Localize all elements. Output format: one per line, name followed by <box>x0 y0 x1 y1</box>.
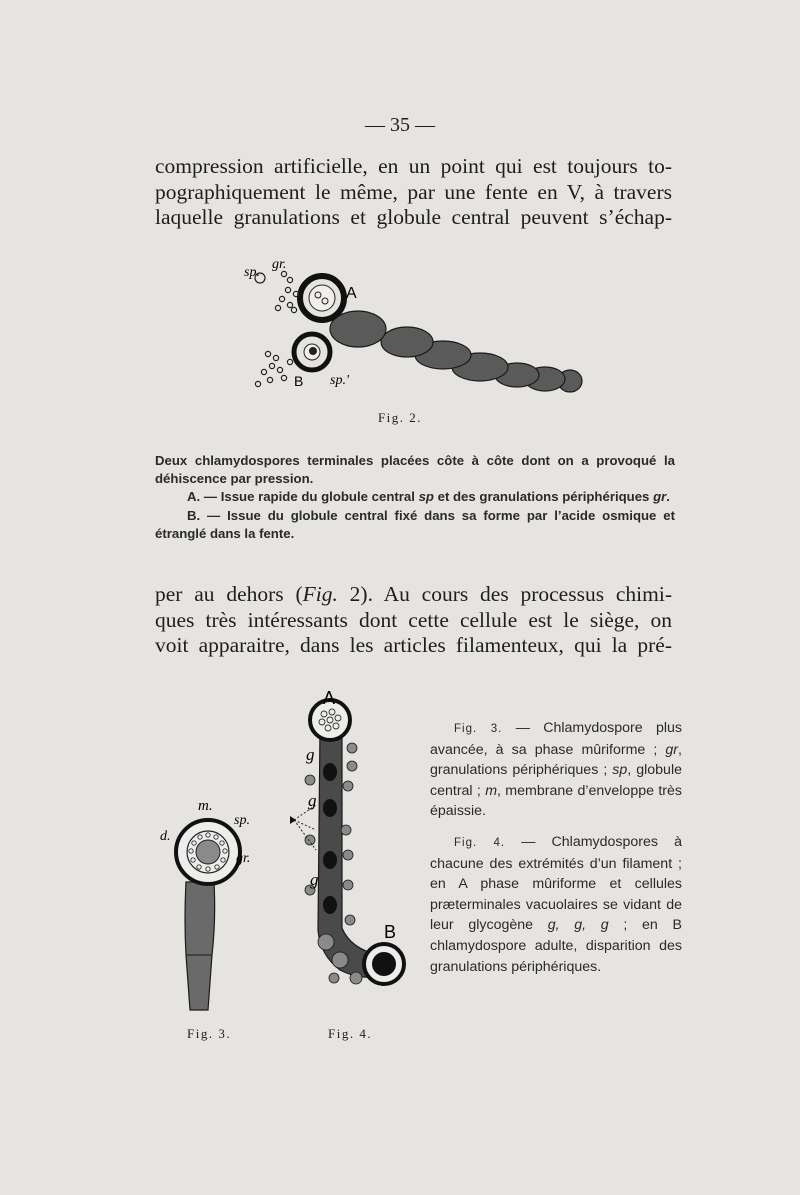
figure-4-title: Fig. 4. <box>328 1026 373 1041</box>
figure-2-caption <box>155 452 675 543</box>
paragraph-1-line-3: laquelle granulations et globule central peuvent s’échap- <box>155 205 672 229</box>
paragraph-1-line-2: pographiquement le même, par une fente en V, à travers <box>155 179 672 204</box>
figure-3-illustration <box>150 790 270 1020</box>
fig2-label-sp-prime: sp.' <box>330 373 349 388</box>
paragraph-2-line-3: voit apparaitre, dans les articles filamenteux, qui la pré- <box>155 633 672 657</box>
paragraph-2 <box>155 582 672 659</box>
paragraph-2-line-1: per au dehors (Fig. 2). Au cours des processus chimi- <box>155 582 672 606</box>
fig4-label-g3: g <box>310 870 319 889</box>
paragraph-1 <box>155 154 672 231</box>
fig2-label-a: A <box>346 285 357 302</box>
fig4-label-g2: g <box>308 791 317 810</box>
fig3-caption: Fig. 3. — Chlamydospore plus avancée, à sa phase mûriforme ; gr, granulations périphériques ; sp, globule central ; m, membrane d’enveloppe très épaissie. <box>430 720 682 820</box>
fig2-caption-a: A. — Issue rapide du globule central sp et des granulations périphériques gr. <box>187 489 670 505</box>
fig2-caption-b: B. — Issue du globule central fixé dans sa forme par l’acide osmique et étranglé dans la fente. <box>155 507 675 541</box>
figure-2-illustration <box>230 250 600 400</box>
fig3-label-d: d. <box>160 829 171 844</box>
figure-4-illustration <box>280 680 420 1010</box>
page-number: — 35 — <box>365 114 435 136</box>
fig4-label-a: A <box>323 688 336 708</box>
fig4-caption: Fig. 4. — Chlamydospores à chacune des extrémités d’un filament ; en A phase mûriforme et cellules præterminales vacuolaires se vidant de leur glycogène g, g, g ; en B chlamydospore adulte, disparition des granulations périphériques. <box>430 833 682 975</box>
fig2-label-sp: sp. <box>244 265 260 280</box>
fig3-label-m: m. <box>198 798 213 814</box>
paragraph-1-line-1: compression artificielle, en un point qui est toujours to- <box>155 154 672 178</box>
fig2-label-gr: gr. <box>272 257 287 272</box>
fig4-label-g1: g <box>306 745 315 764</box>
fig3-label-gr: gr. <box>236 851 251 866</box>
fig4-label-b: B <box>384 922 397 942</box>
figure-3-title: Fig. 3. <box>187 1026 232 1041</box>
figures-3-4-caption <box>430 718 682 987</box>
fig2-label-b: B <box>294 373 304 389</box>
paragraph-2-line-2: ques très intéressants dont cette cellule est le siège, on <box>155 607 672 632</box>
fig2-caption-text: Deux chlamydospores terminales placées côte à côte dont on a provoqué la déhiscence par pression. <box>155 453 675 487</box>
figure-2-title: Fig. 2. <box>377 410 423 425</box>
fig3-label-sp: sp. <box>234 813 250 828</box>
